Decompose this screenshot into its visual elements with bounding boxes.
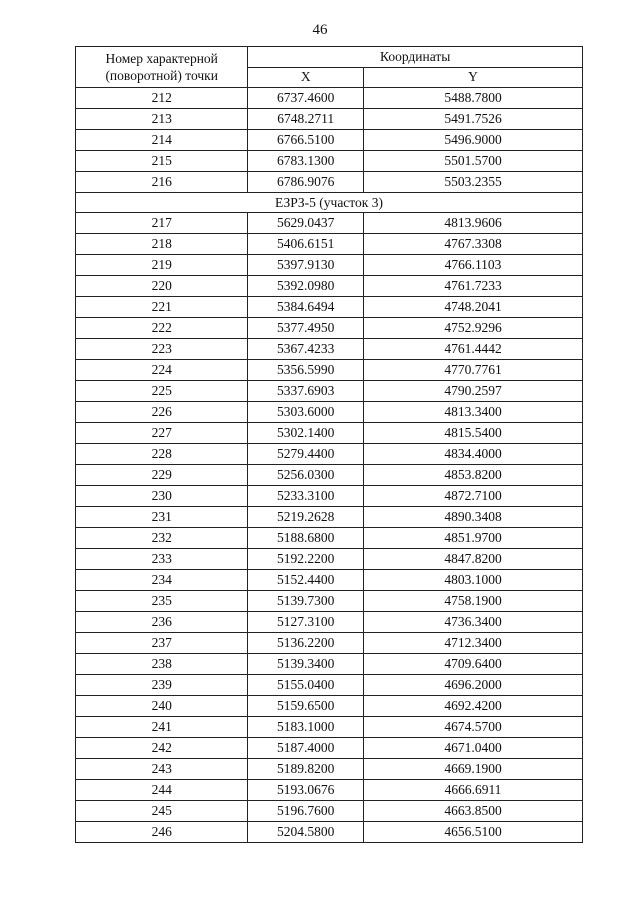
table-row [76,717,583,738]
x-coordinate-cell: 5188.6800 [248,528,364,549]
x-header: X [248,67,364,88]
y-coordinate-cell: 4834.4000 [364,444,583,465]
x-coordinate-cell: 5233.3100 [248,486,364,507]
table-row [76,234,583,255]
y-coordinate-cell: 4748.2041 [364,297,583,318]
point-number-cell: 223 [76,339,248,360]
y-coordinate-cell: 4666.6911 [364,780,583,801]
y-coordinate-cell: 4766.1103 [364,255,583,276]
x-coordinate-cell: 5192.2200 [248,549,364,570]
y-coordinate-cell: 4767.3308 [364,234,583,255]
point-number-cell: 215 [76,151,248,172]
point-number-cell: 213 [76,109,248,130]
x-coordinate-cell: 5384.6494 [248,297,364,318]
y-coordinate-cell: 4790.2597 [364,381,583,402]
y-coordinate-cell: 4813.9606 [364,213,583,234]
table-row [76,801,583,822]
point-number-cell: 230 [76,486,248,507]
table-row [76,276,583,297]
x-coordinate-cell: 5392.0980 [248,276,364,297]
point-number-cell: 212 [76,88,248,109]
x-coordinate-cell: 5377.4950 [248,318,364,339]
table-row [76,612,583,633]
y-coordinate-cell: 4761.7233 [364,276,583,297]
point-number-cell: 214 [76,130,248,151]
point-number-cell: 224 [76,360,248,381]
table-row [76,759,583,780]
y-coordinate-cell: 4872.7100 [364,486,583,507]
table-row [76,423,583,444]
point-number-cell: 221 [76,297,248,318]
x-coordinate-cell: 6737.4600 [248,88,364,109]
table-row [76,255,583,276]
point-number-cell: 238 [76,654,248,675]
x-coordinate-cell: 5219.2628 [248,507,364,528]
x-coordinate-cell: 5303.6000 [248,402,364,423]
point-number-cell: 232 [76,528,248,549]
y-coordinate-cell: 4669.1900 [364,759,583,780]
table-row [76,696,583,717]
x-coordinate-cell: 5406.6151 [248,234,364,255]
x-coordinate-cell: 5367.4233 [248,339,364,360]
coordinates-header: Координаты [248,47,583,68]
point-number-cell: 216 [76,172,248,193]
point-number-cell: 243 [76,759,248,780]
table-row [76,130,583,151]
y-coordinate-cell: 4813.3400 [364,402,583,423]
table-row [76,465,583,486]
table-row [76,486,583,507]
table-row [76,444,583,465]
table-row [76,172,583,193]
y-coordinate-cell: 4815.5400 [364,423,583,444]
y-coordinate-cell: 4758.1900 [364,591,583,612]
y-coordinate-cell: 5501.5700 [364,151,583,172]
point-number-cell: 219 [76,255,248,276]
point-number-cell: 227 [76,423,248,444]
x-coordinate-cell: 5356.5990 [248,360,364,381]
table-row [76,675,583,696]
table-body [76,88,583,843]
y-coordinate-cell: 5503.2355 [364,172,583,193]
point-number-cell: 240 [76,696,248,717]
point-number-cell: 229 [76,465,248,486]
y-coordinate-cell: 4671.0400 [364,738,583,759]
table-row [76,213,583,234]
x-coordinate-cell: 5152.4400 [248,570,364,591]
x-coordinate-cell: 5183.1000 [248,717,364,738]
coordinates-table [75,46,583,843]
y-coordinate-cell: 5491.7526 [364,109,583,130]
table-row [76,738,583,759]
point-number-cell: 244 [76,780,248,801]
page-number: 46 [312,22,328,38]
x-coordinate-cell: 6748.2711 [248,109,364,130]
point-number-cell: 217 [76,213,248,234]
point-number-cell: 231 [76,507,248,528]
y-coordinate-cell: 4696.2000 [364,675,583,696]
table-row [76,151,583,172]
y-coordinate-cell: 4770.7761 [364,360,583,381]
table-row [76,780,583,801]
y-coordinate-cell: 5496.9000 [364,130,583,151]
x-coordinate-cell: 5139.3400 [248,654,364,675]
x-coordinate-cell: 5256.0300 [248,465,364,486]
y-coordinate-cell: 4752.9296 [364,318,583,339]
y-header: Y [364,67,583,88]
x-coordinate-cell: 5127.3100 [248,612,364,633]
point-number-cell: 226 [76,402,248,423]
point-number-cell: 222 [76,318,248,339]
point-number-cell: 245 [76,801,248,822]
x-coordinate-cell: 6786.9076 [248,172,364,193]
table-row [76,591,583,612]
point-number-cell: 246 [76,822,248,843]
section-row [76,193,583,213]
y-coordinate-cell: 4692.4200 [364,696,583,717]
point-number-cell: 241 [76,717,248,738]
y-coordinate-cell: 4674.5700 [364,717,583,738]
table-row [76,109,583,130]
y-coordinate-cell: 4709.6400 [364,654,583,675]
table-row [76,318,583,339]
point-number-cell: 234 [76,570,248,591]
point-number-cell: 228 [76,444,248,465]
x-coordinate-cell: 5397.9130 [248,255,364,276]
x-coordinate-cell: 5279.4400 [248,444,364,465]
point-number-cell: 236 [76,612,248,633]
y-coordinate-cell: 4890.3408 [364,507,583,528]
y-coordinate-cell: 4712.3400 [364,633,583,654]
table-row [76,402,583,423]
point-number-cell: 242 [76,738,248,759]
y-coordinate-cell: 4851.9700 [364,528,583,549]
y-coordinate-cell: 4853.8200 [364,465,583,486]
table-row [76,88,583,109]
point-number-cell: 235 [76,591,248,612]
table-row [76,654,583,675]
y-coordinate-cell: 4656.5100 [364,822,583,843]
table-header [76,47,583,88]
point-number-cell: 220 [76,276,248,297]
x-coordinate-cell: 5196.7600 [248,801,364,822]
table-row [76,549,583,570]
x-coordinate-cell: 5189.8200 [248,759,364,780]
table-row [76,633,583,654]
point-number-cell: 233 [76,549,248,570]
x-coordinate-cell: 5302.1400 [248,423,364,444]
x-coordinate-cell: 5204.5800 [248,822,364,843]
x-coordinate-cell: 5155.0400 [248,675,364,696]
point-number-cell: 239 [76,675,248,696]
x-coordinate-cell: 5337.6903 [248,381,364,402]
y-coordinate-cell: 4803.1000 [364,570,583,591]
table-row [76,822,583,843]
table-row [76,297,583,318]
x-coordinate-cell: 5193.0676 [248,780,364,801]
point-number-cell: 225 [76,381,248,402]
y-coordinate-cell: 4847.8200 [364,549,583,570]
section-title: ЕЗРЗ-5 (участок 3) [76,193,583,213]
table-row [76,570,583,591]
x-coordinate-cell: 6783.1300 [248,151,364,172]
table-row [76,507,583,528]
x-coordinate-cell: 5139.7300 [248,591,364,612]
x-coordinate-cell: 5629.0437 [248,213,364,234]
y-coordinate-cell: 4736.3400 [364,612,583,633]
x-coordinate-cell: 5136.2200 [248,633,364,654]
y-coordinate-cell: 4761.4442 [364,339,583,360]
table-row [76,339,583,360]
point-number-header: Номер характерной (поворотной) точки [76,47,248,88]
y-coordinate-cell: 4663.8500 [364,801,583,822]
x-coordinate-cell: 6766.5100 [248,130,364,151]
x-coordinate-cell: 5187.4000 [248,738,364,759]
table-row [76,360,583,381]
point-number-cell: 237 [76,633,248,654]
x-coordinate-cell: 5159.6500 [248,696,364,717]
y-coordinate-cell: 5488.7800 [364,88,583,109]
table-row [76,381,583,402]
point-number-cell: 218 [76,234,248,255]
table-row [76,528,583,549]
